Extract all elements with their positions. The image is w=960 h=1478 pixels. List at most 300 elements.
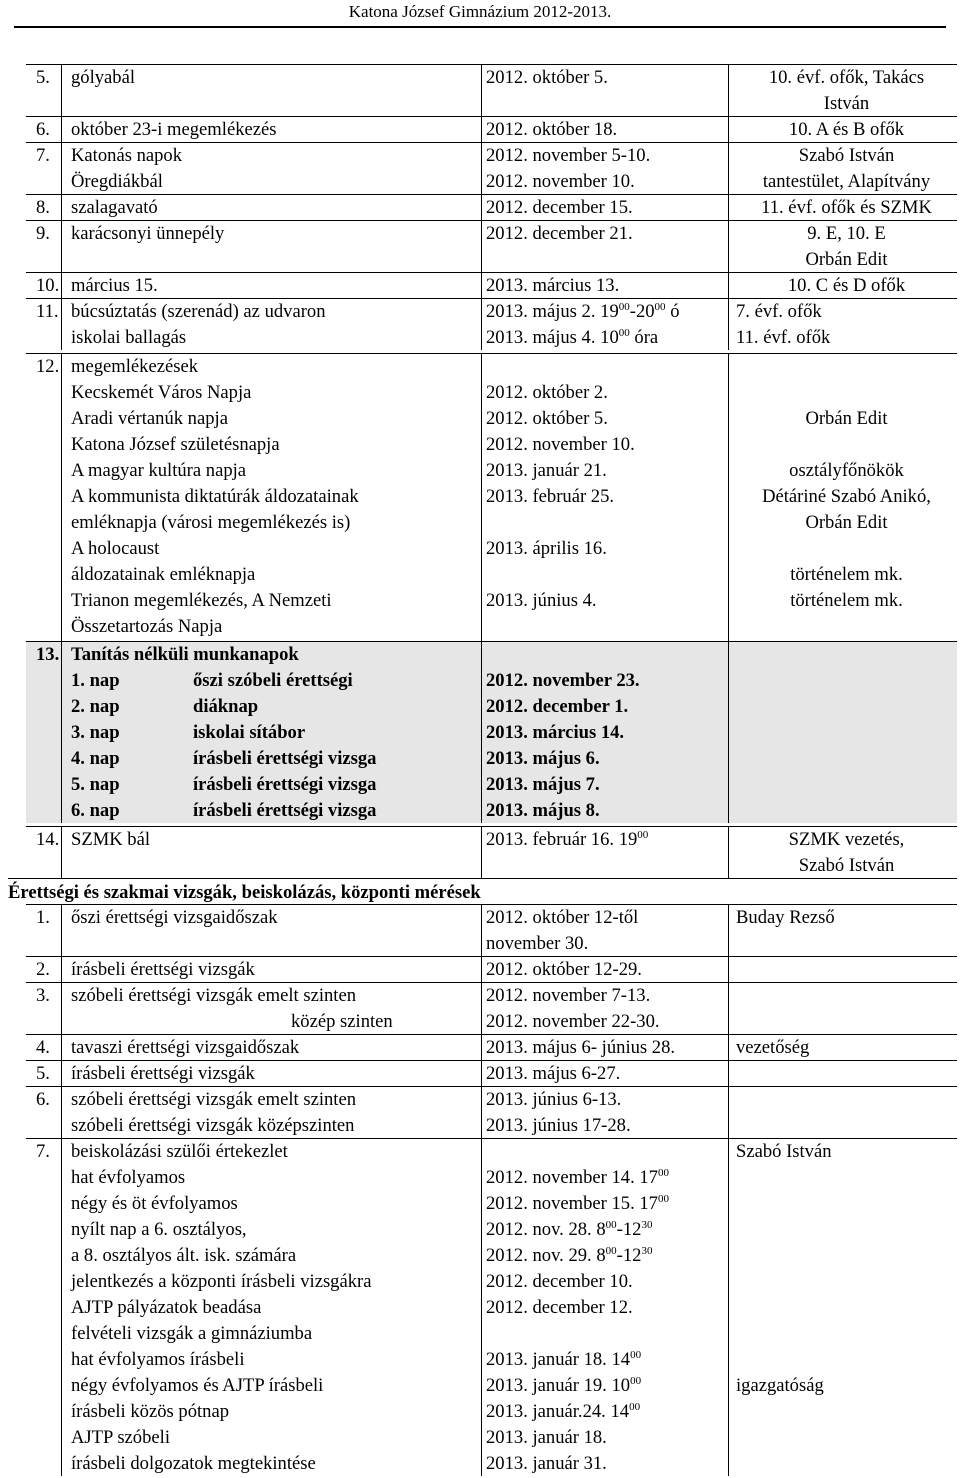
admission-item-line: nyílt nap a 6. osztályos, bbox=[71, 1219, 247, 1240]
row-number: 8. bbox=[36, 197, 50, 218]
event-date bbox=[486, 273, 619, 299]
admission-item-line: írásbeli közös pótnap bbox=[71, 1401, 230, 1422]
column-divider bbox=[728, 983, 729, 1034]
event-date-superscript: 00 bbox=[618, 301, 630, 313]
admission-responsible-line bbox=[736, 1425, 832, 1451]
column-divider bbox=[481, 1061, 482, 1086]
row-number: 12. bbox=[36, 356, 60, 377]
event-date-text: -20 bbox=[629, 301, 655, 322]
exam-date-line: 2013. június 17-28. bbox=[486, 1115, 631, 1136]
event-date-line: 2012. október 18. bbox=[486, 119, 618, 140]
non-teaching-day-purpose: írásbeli érettségi vizsga bbox=[193, 800, 377, 821]
commemoration-responsible-line: Orbán Edit bbox=[805, 408, 888, 429]
non-teaching-day-date: 2013. május 7. bbox=[486, 774, 600, 795]
commemoration-date-line: 2013. június 4. bbox=[486, 590, 597, 611]
admission-responsible-line bbox=[736, 1347, 832, 1373]
table-row bbox=[26, 353, 957, 641]
exam-date bbox=[486, 957, 642, 983]
admission-date-text: 2013. január.24. 14 bbox=[486, 1401, 630, 1422]
exam-responsible bbox=[736, 905, 835, 931]
admission-responsible-line bbox=[736, 1243, 832, 1269]
event-name bbox=[71, 221, 224, 247]
event-date-text: 2013. február 16. 19 bbox=[486, 829, 638, 850]
admission-date-text: -12 bbox=[616, 1245, 642, 1266]
non-teaching-day-purpose: írásbeli érettségi vizsga bbox=[193, 774, 377, 795]
commemoration-name-line: Trianon megemlékezés, A Nemzeti bbox=[71, 590, 332, 611]
exam-name-line: őszi érettségi vizsgaidőszak bbox=[71, 907, 278, 928]
commemoration-responsible-line bbox=[736, 614, 957, 640]
admission-item-line: négy évfolyamos és AJTP írásbeli bbox=[71, 1375, 324, 1396]
commemoration-name-line: A magyar kultúra napja bbox=[71, 460, 247, 481]
admission-responsible-line bbox=[736, 1295, 832, 1321]
commemoration-date-line: 2012. október 2. bbox=[486, 382, 608, 403]
column-divider bbox=[61, 354, 62, 641]
admission-date-text: 2012. december 10. bbox=[486, 1271, 633, 1292]
exam-date bbox=[486, 1087, 631, 1139]
column-divider bbox=[728, 1087, 729, 1138]
row-number: 5. bbox=[36, 1063, 50, 1084]
event-name bbox=[71, 273, 158, 299]
admission-date-line bbox=[486, 1243, 669, 1269]
column-divider bbox=[61, 905, 62, 956]
admission-responsible-line bbox=[736, 1269, 832, 1295]
event-date-line bbox=[486, 325, 680, 351]
admission-responsible-line: Szabó István bbox=[736, 1141, 832, 1162]
commemoration-responsible-line: történelem mk. bbox=[790, 564, 903, 585]
exam-name-line: írásbeli érettségi vizsgák bbox=[71, 959, 255, 980]
column-divider bbox=[728, 1061, 729, 1086]
commemoration-name-line: áldozatainak emléknapja bbox=[71, 564, 256, 585]
column-divider bbox=[481, 1139, 482, 1476]
section-title: Érettségi és szakmai vizsgák, beiskolázás, központi mérések bbox=[8, 882, 481, 903]
commemoration-date-line: 2013. február 25. bbox=[486, 486, 615, 507]
column-divider bbox=[481, 65, 482, 116]
event-date-text: 2013. május 4. 10 bbox=[486, 327, 619, 348]
admission-date-text: 2012. nov. 28. 8 bbox=[486, 1219, 606, 1240]
event-responsible-line: 10. A és B ofők bbox=[788, 119, 905, 140]
column-divider bbox=[481, 354, 482, 641]
event-date-line: 2012. november 5-10. bbox=[486, 145, 651, 166]
admission-date-text: 2012. november 14. 17 bbox=[486, 1167, 658, 1188]
admission-responsible-line bbox=[736, 1321, 832, 1347]
exam-name-line: tavaszi érettségi vizsgaidőszak bbox=[71, 1037, 300, 1058]
admission-item-line: beiskolázási szülői értekezlet bbox=[71, 1141, 288, 1162]
commemoration-responsible-line: Détáriné Szabó Anikó, bbox=[762, 486, 931, 507]
admission-responsible-line bbox=[736, 1191, 832, 1217]
commemoration-date-line bbox=[486, 562, 635, 588]
table-row bbox=[26, 1060, 957, 1086]
admission-date-line bbox=[486, 1399, 669, 1425]
row-number: 7. bbox=[36, 1141, 50, 1162]
column-divider bbox=[61, 642, 62, 823]
column-divider bbox=[61, 957, 62, 982]
table-row bbox=[26, 904, 957, 956]
column-divider bbox=[728, 1035, 729, 1060]
event-responsible-line: 10. C és D ofők bbox=[787, 275, 906, 296]
admission-responsible-line bbox=[736, 1451, 832, 1477]
row-number: 5. bbox=[36, 67, 50, 88]
event-name-line: iskolai ballagás bbox=[71, 327, 187, 348]
column-divider bbox=[728, 642, 729, 823]
commemoration-date-line bbox=[486, 354, 635, 380]
table-row bbox=[26, 116, 957, 142]
event-responsible bbox=[736, 299, 830, 351]
event-responsible bbox=[736, 143, 957, 195]
column-divider bbox=[728, 65, 729, 116]
column-divider bbox=[481, 957, 482, 982]
column-divider bbox=[481, 905, 482, 956]
event-responsible bbox=[736, 273, 957, 299]
column-divider bbox=[481, 143, 482, 194]
commemoration-name bbox=[71, 354, 359, 640]
admission-date-superscript: 00 bbox=[605, 1219, 617, 1231]
exam-name bbox=[71, 905, 278, 931]
event-responsible bbox=[736, 221, 957, 273]
table-row bbox=[26, 1034, 957, 1060]
event-responsible-line: 7. évf. ofők bbox=[736, 301, 822, 322]
commemoration-name-line: megemlékezések bbox=[71, 356, 198, 377]
section-heading bbox=[8, 878, 957, 906]
column-divider bbox=[728, 221, 729, 272]
admission-date-superscript: 00 bbox=[630, 1375, 642, 1387]
admission-date-text: 2012. nov. 29. 8 bbox=[486, 1245, 606, 1266]
admission-item-line: hat évfolyamos bbox=[71, 1167, 186, 1188]
exam-name bbox=[71, 1087, 356, 1139]
admission-date-text: 2013. január 31. bbox=[486, 1453, 607, 1474]
commemoration-responsible-line bbox=[736, 354, 957, 380]
event-name bbox=[71, 143, 182, 195]
admission-date-line bbox=[486, 1165, 669, 1191]
non-teaching-day-label: 6. nap bbox=[71, 800, 120, 821]
non-teaching-day-date: 2013. május 8. bbox=[486, 800, 600, 821]
commemoration-responsible-line: Orbán Edit bbox=[805, 512, 888, 533]
table-row bbox=[26, 64, 957, 116]
column-divider bbox=[728, 117, 729, 142]
admission-item-line: négy és öt évfolyamos bbox=[71, 1193, 238, 1214]
exam-date-line: 2012. november 7-13. bbox=[486, 985, 651, 1006]
commemoration-name-line: A holocaust bbox=[71, 538, 160, 559]
column-divider bbox=[728, 354, 729, 641]
exam-date-line: 2012. november 22-30. bbox=[486, 1011, 660, 1032]
commemoration-date-line: 2013. január 21. bbox=[486, 460, 607, 481]
event-date bbox=[486, 221, 633, 247]
admission-date bbox=[486, 1139, 669, 1477]
column-divider bbox=[61, 195, 62, 220]
event-name-line: Öregdiákbál bbox=[71, 171, 163, 192]
table-row bbox=[26, 220, 957, 272]
admission-date-superscript: 00 bbox=[629, 1401, 641, 1413]
column-divider bbox=[481, 983, 482, 1034]
event-responsible-line: 10. évf. ofők, Takács bbox=[768, 67, 925, 88]
admission-item-line: hat évfolyamos írásbeli bbox=[71, 1349, 245, 1370]
event-responsible-line: Szabó István bbox=[798, 145, 895, 166]
event-name-line: búcsúztatás (szerenád) az udvaron bbox=[71, 301, 326, 322]
table-row bbox=[26, 1086, 957, 1138]
column-divider bbox=[481, 117, 482, 142]
event-name bbox=[71, 827, 150, 853]
column-divider bbox=[61, 143, 62, 194]
event-responsible bbox=[736, 827, 957, 879]
event-responsible-line: 9. E, 10. E bbox=[807, 223, 886, 244]
column-divider bbox=[61, 1087, 62, 1138]
commemoration-name-line: Katona József születésnapja bbox=[71, 434, 280, 455]
admission-date-superscript: 30 bbox=[641, 1219, 653, 1231]
non-teaching-day-label: 2. nap bbox=[71, 696, 120, 717]
row-number: 9. bbox=[36, 223, 50, 244]
event-date-line: 2012. december 21. bbox=[486, 223, 633, 244]
event-date bbox=[486, 827, 648, 853]
column-divider bbox=[61, 983, 62, 1034]
column-divider bbox=[61, 1139, 62, 1476]
exam-date bbox=[486, 1035, 675, 1061]
event-name bbox=[71, 117, 277, 143]
event-name-line: gólyabál bbox=[71, 67, 136, 88]
column-divider bbox=[481, 221, 482, 272]
admission-item-line: AJTP pályázatok beadása bbox=[71, 1297, 262, 1318]
column-divider bbox=[728, 273, 729, 298]
column-divider bbox=[481, 1087, 482, 1138]
event-date bbox=[486, 117, 617, 143]
admission-date-superscript: 00 bbox=[657, 1193, 669, 1205]
commemoration-date-line: 2012. október 5. bbox=[486, 408, 608, 429]
column-divider bbox=[481, 827, 482, 878]
admission-date-line bbox=[486, 1217, 669, 1243]
exam-date bbox=[486, 983, 660, 1035]
admission-item-line: a 8. osztályos ált. isk. számára bbox=[71, 1245, 297, 1266]
non-teaching-day-label: 3. nap bbox=[71, 722, 120, 743]
exam-name bbox=[71, 957, 255, 983]
exam-date-line: 2013. május 6- június 28. bbox=[486, 1037, 676, 1058]
event-date-line: 2012. november 10. bbox=[486, 171, 635, 192]
event-name-line: SZMK bál bbox=[71, 829, 151, 850]
row-number: 6. bbox=[36, 119, 50, 140]
admission-date-text: 2013. január 18. 14 bbox=[486, 1349, 631, 1370]
admission-item-line: AJTP szóbeli bbox=[71, 1427, 170, 1448]
exam-name bbox=[71, 1035, 299, 1061]
exam-name-line: írásbeli érettségi vizsgák bbox=[71, 1063, 255, 1084]
exam-date bbox=[486, 905, 638, 957]
table-row bbox=[26, 272, 957, 298]
event-name-line: Katonás napok bbox=[71, 145, 183, 166]
admission-date-superscript: 30 bbox=[641, 1245, 653, 1257]
table-row bbox=[26, 142, 957, 194]
commemoration-responsible-line bbox=[736, 432, 957, 458]
admission-date-text: -12 bbox=[616, 1219, 642, 1240]
commemoration-date-line bbox=[486, 614, 635, 640]
admission-item-line: jelentkezés a központi írásbeli vizsgákra bbox=[71, 1271, 372, 1292]
event-responsible-line: 11. évf. ofők és SZMK bbox=[761, 197, 932, 218]
exam-date-line: 2013. május 6-27. bbox=[486, 1063, 621, 1084]
admission-date-line bbox=[486, 1425, 669, 1451]
event-date-superscript: 00 bbox=[654, 301, 666, 313]
event-date bbox=[486, 299, 680, 351]
event-date bbox=[486, 65, 608, 91]
column-divider bbox=[481, 273, 482, 298]
row-number: 1. bbox=[36, 907, 50, 928]
event-responsible-line: SZMK vezetés, bbox=[788, 829, 905, 850]
commemoration-date-line bbox=[486, 510, 635, 536]
exam-name-line: szóbeli érettségi vizsgák emelt szinten bbox=[71, 1089, 357, 1110]
exam-name-line: szóbeli érettségi vizsgák középszinten bbox=[71, 1115, 355, 1136]
admission-responsible bbox=[736, 1139, 832, 1477]
event-date-line: 2012. december 15. bbox=[486, 197, 633, 218]
event-responsible-line: tantestület, Alapítvány bbox=[762, 171, 931, 192]
exam-date-line: november 30. bbox=[486, 933, 589, 954]
header-title: Katona József Gimnázium 2012-2013. bbox=[348, 2, 612, 21]
exam-name-line: közép szinten bbox=[291, 1011, 393, 1032]
column-divider bbox=[61, 1035, 62, 1060]
admission-date-line bbox=[486, 1373, 669, 1399]
column-divider bbox=[61, 1061, 62, 1086]
event-responsible-line: 11. évf. ofők bbox=[736, 327, 831, 348]
commemoration-responsible-line: történelem mk. bbox=[790, 590, 903, 611]
admission-date-superscript: 00 bbox=[605, 1245, 617, 1257]
exam-date-line: 2012. október 12-től bbox=[486, 907, 639, 928]
row-number: 11. bbox=[36, 301, 59, 322]
admission-date-text: 2013. január 18. bbox=[486, 1427, 607, 1448]
event-responsible bbox=[736, 117, 957, 143]
commemoration-name-line: Aradi vértanúk napja bbox=[71, 408, 228, 429]
event-name-line: március 15. bbox=[71, 275, 158, 296]
event-responsible-line: István bbox=[823, 93, 870, 114]
exam-date bbox=[486, 1061, 620, 1087]
exam-date-line: 2013. június 6-13. bbox=[486, 1089, 622, 1110]
non-teaching-day-date: 2013. március 14. bbox=[486, 722, 625, 743]
table-row bbox=[26, 826, 957, 878]
row-number: 3. bbox=[36, 985, 50, 1006]
non-teaching-day-purpose: iskolai sítábor bbox=[193, 722, 306, 743]
admission-date-line bbox=[486, 1295, 669, 1321]
admission-item bbox=[71, 1139, 371, 1477]
exam-date-line: 2012. október 12-29. bbox=[486, 959, 642, 980]
non-teaching-days-title: Tanítás nélküli munkanapok bbox=[71, 644, 299, 665]
event-responsible bbox=[736, 65, 957, 117]
row-number: 2. bbox=[36, 959, 50, 980]
event-date-text: 2013. május 2. 19 bbox=[486, 301, 619, 322]
event-date-text: óra bbox=[629, 327, 659, 348]
column-divider bbox=[61, 65, 62, 116]
non-teaching-days-row bbox=[26, 641, 957, 823]
admission-date-line bbox=[486, 1451, 669, 1477]
admission-date-line bbox=[486, 1321, 669, 1347]
commemoration-responsible-line bbox=[736, 380, 957, 406]
exam-name-line: szóbeli érettségi vizsgák emelt szinten bbox=[71, 985, 357, 1006]
event-name-line: szalagavató bbox=[71, 197, 158, 218]
event-name bbox=[71, 195, 158, 221]
event-date-superscript: 00 bbox=[618, 327, 630, 339]
table-row bbox=[26, 982, 957, 1034]
column-divider bbox=[481, 195, 482, 220]
table-row bbox=[26, 298, 957, 350]
column-divider bbox=[61, 221, 62, 272]
admission-date-line bbox=[486, 1191, 669, 1217]
admission-item-line: felvételi vizsgák a gimnáziumba bbox=[71, 1323, 313, 1344]
event-name-line: karácsonyi ünnepély bbox=[71, 223, 225, 244]
commemoration-name-line: emléknapja (városi megemlékezés is) bbox=[71, 512, 351, 533]
column-divider bbox=[728, 195, 729, 220]
event-name bbox=[71, 65, 135, 91]
column-divider bbox=[61, 273, 62, 298]
event-responsible bbox=[736, 195, 957, 221]
row-number: 14. bbox=[36, 829, 60, 850]
admission-date-superscript: 00 bbox=[657, 1167, 669, 1179]
non-teaching-day-purpose: diáknap bbox=[193, 696, 259, 717]
non-teaching-day-date: 2012. december 1. bbox=[486, 696, 629, 717]
admission-responsible-line bbox=[736, 1165, 832, 1191]
column-divider bbox=[481, 1035, 482, 1060]
row-number: 13. bbox=[36, 644, 60, 665]
event-date-text: ó bbox=[665, 301, 680, 322]
column-divider bbox=[481, 299, 482, 350]
event-date-line: 2012. október 5. bbox=[486, 67, 608, 88]
column-divider bbox=[728, 905, 729, 956]
event-responsible-line: Orbán Edit bbox=[805, 249, 888, 270]
column-divider bbox=[728, 299, 729, 350]
row-number: 7. bbox=[36, 145, 50, 166]
non-teaching-day-label: 5. nap bbox=[71, 774, 120, 795]
admission-date-line bbox=[486, 1269, 669, 1295]
exam-responsible-line: vezetőség bbox=[736, 1037, 810, 1058]
admission-date-text: 2012. december 12. bbox=[486, 1297, 633, 1318]
commemoration-date-line: 2012. november 10. bbox=[486, 434, 635, 455]
exam-responsible-line: Buday Rezső bbox=[736, 907, 835, 928]
event-date-superscript: 00 bbox=[637, 829, 649, 841]
column-divider bbox=[61, 827, 62, 878]
exam-name bbox=[71, 1061, 255, 1087]
non-teaching-day-purpose: őszi szóbeli érettségi bbox=[193, 670, 353, 691]
non-teaching-day-label: 4. nap bbox=[71, 748, 120, 769]
column-divider bbox=[728, 143, 729, 194]
admission-date-text: 2012. november 15. 17 bbox=[486, 1193, 658, 1214]
column-divider bbox=[61, 117, 62, 142]
table-row bbox=[26, 956, 957, 982]
event-responsible-line: Szabó István bbox=[798, 855, 895, 876]
event-name bbox=[71, 299, 326, 351]
header-rule bbox=[14, 26, 946, 28]
row-number: 10. bbox=[36, 275, 60, 296]
column-divider bbox=[728, 1139, 729, 1476]
admission-date-text: 2013. január 19. 10 bbox=[486, 1375, 631, 1396]
column-divider bbox=[61, 299, 62, 350]
admission-responsible-line bbox=[736, 1399, 832, 1425]
row-number: 6. bbox=[36, 1089, 50, 1110]
admission-date-superscript: 00 bbox=[630, 1349, 642, 1361]
non-teaching-day-date: 2013. május 6. bbox=[486, 748, 600, 769]
commemoration-name-line: Összetartozás Napja bbox=[71, 616, 223, 637]
admission-responsible-line: igazgatóság bbox=[736, 1375, 824, 1396]
event-date-line bbox=[486, 299, 680, 325]
commemoration-name-line: Kecskemét Város Napja bbox=[71, 382, 252, 403]
non-teaching-day-purpose: írásbeli érettségi vizsga bbox=[193, 748, 377, 769]
commemoration-date-line: 2013. április 16. bbox=[486, 538, 607, 559]
admission-date-line bbox=[486, 1139, 669, 1165]
admission-item-line: írásbeli dolgozatok megtekintése bbox=[71, 1453, 316, 1474]
admission-date-line bbox=[486, 1347, 669, 1373]
event-name-line: október 23-i megemlékezés bbox=[71, 119, 277, 140]
event-date bbox=[486, 195, 633, 221]
event-date bbox=[486, 143, 650, 195]
column-divider bbox=[728, 957, 729, 982]
exam-name bbox=[71, 983, 393, 1035]
row-number: 4. bbox=[36, 1037, 50, 1058]
commemoration-responsible-line: osztályfőnökök bbox=[789, 460, 904, 481]
table-row bbox=[26, 194, 957, 220]
admission-responsible-line bbox=[736, 1217, 832, 1243]
column-divider bbox=[728, 827, 729, 878]
commemoration-date bbox=[486, 354, 635, 640]
column-divider bbox=[481, 642, 482, 823]
commemoration-responsible bbox=[736, 354, 957, 640]
